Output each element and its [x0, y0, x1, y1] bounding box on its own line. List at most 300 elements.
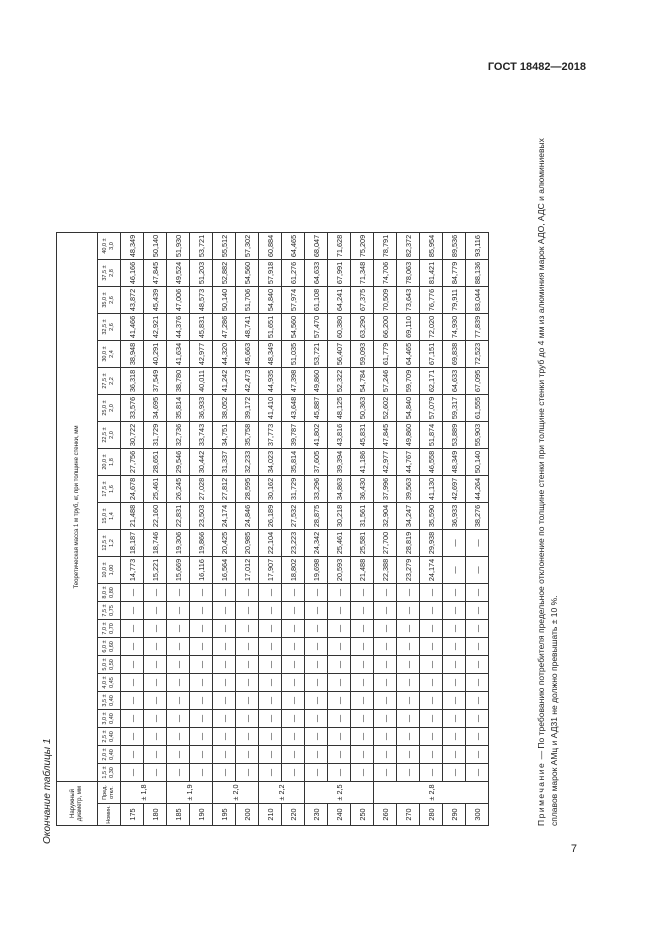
mass-cell: 27,028 [190, 476, 213, 503]
mass-cell: 76,776 [420, 287, 443, 314]
mass-cell: 35,590 [420, 503, 443, 530]
thickness-header-cell [98, 620, 121, 638]
mass-cell: — [213, 764, 236, 782]
mass-cell: 57,302 [236, 233, 259, 260]
mass-cell: 51,203 [190, 260, 213, 287]
mass-cell: 34,863 [328, 476, 351, 503]
mass-cell: 57,079 [420, 395, 443, 422]
mass-cell: — [351, 764, 374, 782]
document-header: ГОСТ 18482—2018 [487, 61, 586, 73]
thickness-tolerance: 2,0 [109, 404, 115, 412]
mass-cell: 64,465 [282, 233, 305, 260]
mass-cell: — [443, 584, 466, 602]
mass-cell: — [466, 674, 489, 692]
mass-cell: 66,200 [374, 314, 397, 341]
pipe-mass-table [56, 232, 489, 826]
mass-cell: 45,831 [190, 314, 213, 341]
mass-cell: 49,860 [397, 422, 420, 449]
mass-cell: 57,246 [374, 368, 397, 395]
thickness-tolerance: 1,6 [109, 485, 115, 493]
mass-cell: — [282, 764, 305, 782]
mass-cell: 33,296 [305, 476, 328, 503]
mass-cell: — [466, 746, 489, 764]
mass-cell: 47,006 [167, 287, 190, 314]
mass-cell: — [374, 674, 397, 692]
mass-cell: 70,509 [374, 287, 397, 314]
mass-cell: 43,648 [282, 395, 305, 422]
mass-header: Теоретическая масса 1 м труб, кг, при толщине стенки, мм [57, 233, 98, 782]
thickness-header-cell [98, 692, 121, 710]
thickness-tolerance: 0,70 [109, 623, 115, 634]
mass-cell: — [305, 584, 328, 602]
mass-cell: 53,889 [443, 422, 466, 449]
mass-cell: — [305, 728, 328, 746]
mass-cell: — [121, 584, 144, 602]
mass-cell: — [443, 530, 466, 557]
mass-cell: — [167, 728, 190, 746]
thickness-header-cell [98, 260, 121, 287]
nominal-diameter-cell: 200 [236, 804, 259, 826]
mass-cell: 37,549 [144, 368, 167, 395]
mass-cell: 34,247 [397, 503, 420, 530]
mass-cell: 37,996 [374, 476, 397, 503]
mass-cell: — [144, 620, 167, 638]
thickness-tolerance: 2,2 [109, 377, 115, 385]
nominal-diameter-cell: 260 [374, 804, 397, 826]
nominal-diameter-cell: 290 [443, 804, 466, 826]
mass-cell: 19,698 [305, 557, 328, 584]
mass-cell: — [167, 638, 190, 656]
mass-cell: 48,573 [190, 287, 213, 314]
mass-cell: — [144, 674, 167, 692]
mass-cell: 61,779 [374, 341, 397, 368]
mass-cell: — [374, 656, 397, 674]
nominal-diameter-cell: 175 [121, 804, 144, 826]
mass-cell: — [167, 710, 190, 728]
mass-cell: 24,846 [236, 503, 259, 530]
nominal-diameter-cell: 240 [328, 804, 351, 826]
mass-cell: 30,722 [121, 422, 144, 449]
mass-cell: 38,052 [213, 395, 236, 422]
mass-cell: 62,171 [420, 368, 443, 395]
mass-cell: 31,337 [213, 449, 236, 476]
mass-cell: — [466, 692, 489, 710]
mass-cell: 29,546 [167, 449, 190, 476]
mass-cell: — [351, 638, 374, 656]
mass-cell: 15,669 [167, 557, 190, 584]
mass-cell: 35,758 [236, 422, 259, 449]
mass-cell: 32,904 [374, 503, 397, 530]
nominal-diameter-cell: 210 [259, 804, 282, 826]
mass-cell: — [213, 728, 236, 746]
mass-cell: 31,729 [144, 422, 167, 449]
mass-cell: — [466, 638, 489, 656]
thickness-value: 5,0 ± [102, 658, 108, 671]
mass-cell: 48,741 [236, 314, 259, 341]
table-row [190, 233, 213, 826]
table-row [443, 233, 466, 826]
mass-cell: — [282, 692, 305, 710]
mass-cell: 54,840 [259, 287, 282, 314]
mass-cell: 56,407 [328, 341, 351, 368]
thickness-tolerance: 0,40 [109, 713, 115, 724]
mass-cell: 54,560 [236, 260, 259, 287]
thickness-value: 12,5 ± [102, 535, 108, 551]
mass-cell: — [259, 584, 282, 602]
mass-cell: — [328, 764, 351, 782]
deviation-cell: ± 2,2 [259, 782, 305, 804]
mass-cell: 47,845 [374, 422, 397, 449]
table-row [282, 233, 305, 826]
mass-cell: 44,264 [466, 476, 489, 503]
mass-cell: 43,816 [328, 422, 351, 449]
mass-cell: 25,461 [144, 476, 167, 503]
mass-cell: — [443, 620, 466, 638]
mass-cell: 74,930 [443, 314, 466, 341]
thickness-tolerance: 1,8 [109, 458, 115, 466]
thickness-value: 4,0 ± [102, 676, 108, 689]
thickness-tolerance: 0,45 [109, 677, 115, 688]
nominal-diameter-cell: 280 [420, 804, 443, 826]
thickness-value: 32,5 ± [102, 319, 108, 335]
mass-cell: — [121, 674, 144, 692]
mass-cell: — [374, 584, 397, 602]
mass-cell: 41,466 [121, 314, 144, 341]
mass-cell: 40,011 [190, 368, 213, 395]
mass-cell: 27,532 [282, 503, 305, 530]
thickness-value: 37,5 ± [102, 265, 108, 281]
mass-cell: 18,187 [121, 530, 144, 557]
mass-cell: 72,523 [466, 341, 489, 368]
mass-cell: 25,581 [351, 530, 374, 557]
mass-cell: — [282, 602, 305, 620]
mass-cell: 18,746 [144, 530, 167, 557]
mass-cell: — [282, 674, 305, 692]
thickness-value: 6,0 ± [102, 640, 108, 653]
table-row [213, 233, 236, 826]
mass-cell: — [443, 692, 466, 710]
table-row [397, 233, 420, 826]
mass-cell: 41,410 [259, 395, 282, 422]
mass-cell: — [443, 557, 466, 584]
thickness-header-cell [98, 638, 121, 656]
thickness-value: 35,0 ± [102, 292, 108, 308]
thickness-value: 22,5 ± [102, 427, 108, 443]
thickness-header-cell [98, 422, 121, 449]
mass-cell: — [259, 674, 282, 692]
mass-cell: — [397, 584, 420, 602]
mass-cell: 46,166 [121, 260, 144, 287]
mass-cell: 84,779 [443, 260, 466, 287]
thickness-value: 1,5 ± [102, 766, 108, 779]
mass-cell: — [351, 692, 374, 710]
thickness-value: 10,0 ± [102, 562, 108, 578]
table-row [144, 233, 167, 826]
mass-cell: — [144, 584, 167, 602]
mass-cell: — [420, 674, 443, 692]
mass-cell: — [305, 656, 328, 674]
mass-cell: — [443, 728, 466, 746]
nominal-diameter-cell: 220 [282, 804, 305, 826]
mass-cell: 30,162 [259, 476, 282, 503]
mass-cell: — [259, 692, 282, 710]
mass-cell: — [236, 584, 259, 602]
mass-cell: 35,814 [167, 395, 190, 422]
mass-cell: — [374, 620, 397, 638]
mass-cell: — [397, 656, 420, 674]
mass-cell: — [236, 728, 259, 746]
mass-cell: 61,555 [466, 395, 489, 422]
table-row [466, 233, 489, 826]
mass-cell: 42,697 [443, 476, 466, 503]
mass-cell: — [121, 746, 144, 764]
mass-cell: — [167, 692, 190, 710]
mass-cell: 85,954 [420, 233, 443, 260]
nominal-diameter-cell: 270 [397, 804, 420, 826]
thickness-tolerance: 0,50 [109, 659, 115, 670]
mass-cell: — [466, 620, 489, 638]
mass-cell: — [190, 656, 213, 674]
mass-cell: 93,116 [466, 233, 489, 260]
mass-cell: 57,470 [305, 314, 328, 341]
mass-cell: — [167, 584, 190, 602]
mass-cell: — [282, 584, 305, 602]
mass-cell: 19,866 [190, 530, 213, 557]
mass-cell: 33,576 [121, 395, 144, 422]
mass-cell: 16,564 [213, 557, 236, 584]
deviation-cell: ± 2,0 [213, 782, 259, 804]
mass-cell: — [305, 602, 328, 620]
mass-cell: 50,140 [466, 449, 489, 476]
mass-cell: 38,780 [167, 368, 190, 395]
mass-cell: 61,108 [305, 287, 328, 314]
mass-cell: — [190, 638, 213, 656]
mass-cell: 21,488 [121, 503, 144, 530]
mass-cell: 89,536 [443, 233, 466, 260]
table-row [328, 233, 351, 826]
mass-cell: 64,465 [397, 341, 420, 368]
mass-cell: 74,706 [374, 260, 397, 287]
mass-cell: 23,223 [282, 530, 305, 557]
mass-cell: — [144, 602, 167, 620]
mass-cell: — [466, 764, 489, 782]
mass-cell: — [328, 728, 351, 746]
mass-cell: 78,063 [397, 260, 420, 287]
mass-cell: 34,023 [259, 449, 282, 476]
thickness-tolerance: 1,00 [109, 564, 115, 576]
mass-cell: — [443, 602, 466, 620]
mass-cell: — [420, 692, 443, 710]
mass-cell: — [443, 710, 466, 728]
thickness-value: 3,5 ± [102, 694, 108, 707]
thickness-header-cell [98, 530, 121, 557]
mass-cell: 45,887 [305, 395, 328, 422]
mass-cell: 31,561 [351, 503, 374, 530]
mass-cell: — [443, 674, 466, 692]
mass-cell: 26,245 [167, 476, 190, 503]
mass-cell: 60,884 [259, 233, 282, 260]
thickness-tolerance: 0,40 [109, 731, 115, 742]
mass-cell: 44,935 [259, 368, 282, 395]
mass-cell: — [121, 602, 144, 620]
mass-cell: 82,372 [397, 233, 420, 260]
mass-cell: — [328, 656, 351, 674]
mass-cell: 23,279 [397, 557, 420, 584]
mass-cell: 39,172 [236, 395, 259, 422]
mass-cell: — [374, 764, 397, 782]
mass-cell: — [213, 710, 236, 728]
mass-cell: — [397, 638, 420, 656]
mass-cell: 34,695 [144, 395, 167, 422]
deviation-header: Пред. откл. [98, 782, 121, 804]
mass-cell: — [121, 710, 144, 728]
mass-cell: 79,911 [443, 287, 466, 314]
mass-cell: — [420, 638, 443, 656]
mass-cell: 54,784 [351, 368, 374, 395]
mass-cell: — [121, 764, 144, 782]
mass-cell: 39,563 [397, 476, 420, 503]
mass-cell: 36,933 [190, 395, 213, 422]
mass-cell: 26,189 [259, 503, 282, 530]
thickness-tolerance: 0,80 [109, 587, 115, 598]
thickness-header-cell [98, 710, 121, 728]
mass-cell: — [259, 638, 282, 656]
mass-cell: 44,376 [167, 314, 190, 341]
mass-cell: 24,174 [213, 503, 236, 530]
mass-cell: 47,845 [144, 260, 167, 287]
thickness-header-cell [98, 728, 121, 746]
mass-cell: 53,721 [190, 233, 213, 260]
mass-cell: — [351, 656, 374, 674]
table-row [236, 233, 259, 826]
table-row [305, 233, 328, 826]
mass-cell: — [305, 710, 328, 728]
mass-cell: 50,140 [213, 287, 236, 314]
mass-cell: 17,012 [236, 557, 259, 584]
mass-cell: 55,512 [213, 233, 236, 260]
mass-cell: 20,425 [213, 530, 236, 557]
mass-cell: 36,933 [443, 503, 466, 530]
thickness-value: 7,0 ± [102, 622, 108, 635]
mass-cell: 49,524 [167, 260, 190, 287]
mass-cell: — [374, 638, 397, 656]
deviation-cell: ± 1,8 [121, 782, 167, 804]
mass-cell: — [351, 602, 374, 620]
mass-cell: 41,130 [420, 476, 443, 503]
mass-cell: 25,461 [328, 530, 351, 557]
thickness-header-cell [98, 314, 121, 341]
thickness-tolerance: 1,2 [109, 539, 115, 547]
mass-cell: — [144, 638, 167, 656]
thickness-value: 30,0 ± [102, 346, 108, 362]
mass-cell: 42,977 [374, 449, 397, 476]
mass-cell: 29,938 [420, 530, 443, 557]
mass-cell: 51,874 [420, 422, 443, 449]
mass-cell: — [259, 656, 282, 674]
mass-cell: 59,093 [351, 341, 374, 368]
mass-cell: 64,633 [443, 368, 466, 395]
mass-cell: 41,242 [213, 368, 236, 395]
table-row [351, 233, 374, 826]
mass-cell: — [144, 764, 167, 782]
mass-cell: — [397, 728, 420, 746]
mass-cell: — [282, 638, 305, 656]
mass-cell: 28,595 [236, 476, 259, 503]
mass-cell: — [351, 728, 374, 746]
mass-cell: — [420, 620, 443, 638]
mass-cell: 30,218 [328, 503, 351, 530]
mass-cell: 59,709 [397, 368, 420, 395]
mass-cell: — [397, 710, 420, 728]
thickness-header-cell [98, 584, 121, 602]
mass-cell: 46,558 [420, 449, 443, 476]
mass-cell: — [351, 620, 374, 638]
mass-cell: — [420, 602, 443, 620]
table-header-row [57, 233, 98, 826]
thickness-tolerance: 2,6 [109, 323, 115, 331]
mass-cell: 45,663 [236, 341, 259, 368]
mass-cell: 37,605 [305, 449, 328, 476]
table-note [535, 126, 561, 826]
mass-cell: 49,860 [305, 368, 328, 395]
mass-cell: — [305, 746, 328, 764]
mass-cell: 73,643 [397, 287, 420, 314]
mass-cell: 24,342 [305, 530, 328, 557]
mass-cell: 88,136 [466, 260, 489, 287]
mass-cell: — [420, 656, 443, 674]
mass-cell: — [259, 728, 282, 746]
mass-cell: 42,473 [236, 368, 259, 395]
mass-cell: — [236, 602, 259, 620]
mass-cell: 71,348 [351, 260, 374, 287]
mass-cell: — [328, 692, 351, 710]
mass-cell: — [236, 674, 259, 692]
mass-cell: — [282, 656, 305, 674]
mass-cell: — [328, 602, 351, 620]
thickness-value: 20,0 ± [102, 454, 108, 470]
mass-cell: — [190, 710, 213, 728]
thickness-tolerance: 0,75 [109, 605, 115, 616]
thickness-tolerance: 0,30 [109, 767, 115, 778]
mass-cell: 50,140 [144, 233, 167, 260]
thickness-header-cell [98, 746, 121, 764]
mass-cell: — [420, 584, 443, 602]
mass-cell: — [144, 692, 167, 710]
deviation-cell: ± 2,8 [374, 782, 489, 804]
mass-cell: — [420, 764, 443, 782]
nominal-diameter-cell: 190 [190, 804, 213, 826]
mass-cell: — [144, 656, 167, 674]
mass-cell: 51,706 [236, 287, 259, 314]
mass-cell: — [374, 710, 397, 728]
mass-cell: 52,322 [328, 368, 351, 395]
mass-cell: 67,095 [466, 368, 489, 395]
mass-cell: — [374, 602, 397, 620]
thickness-tolerance: 1,4 [109, 512, 115, 520]
mass-cell: — [190, 620, 213, 638]
thickness-tolerance: 2,0 [109, 431, 115, 439]
mass-cell: 35,814 [282, 449, 305, 476]
mass-cell: 39,394 [328, 449, 351, 476]
mass-cell: 45,831 [351, 422, 374, 449]
nominal-diameter-cell: 230 [305, 804, 328, 826]
thickness-header-cell [98, 557, 121, 584]
thickness-tolerance: 0,40 [109, 695, 115, 706]
mass-cell: — [397, 602, 420, 620]
mass-cell: — [374, 692, 397, 710]
mass-cell: 34,751 [213, 422, 236, 449]
table-row [374, 233, 397, 826]
